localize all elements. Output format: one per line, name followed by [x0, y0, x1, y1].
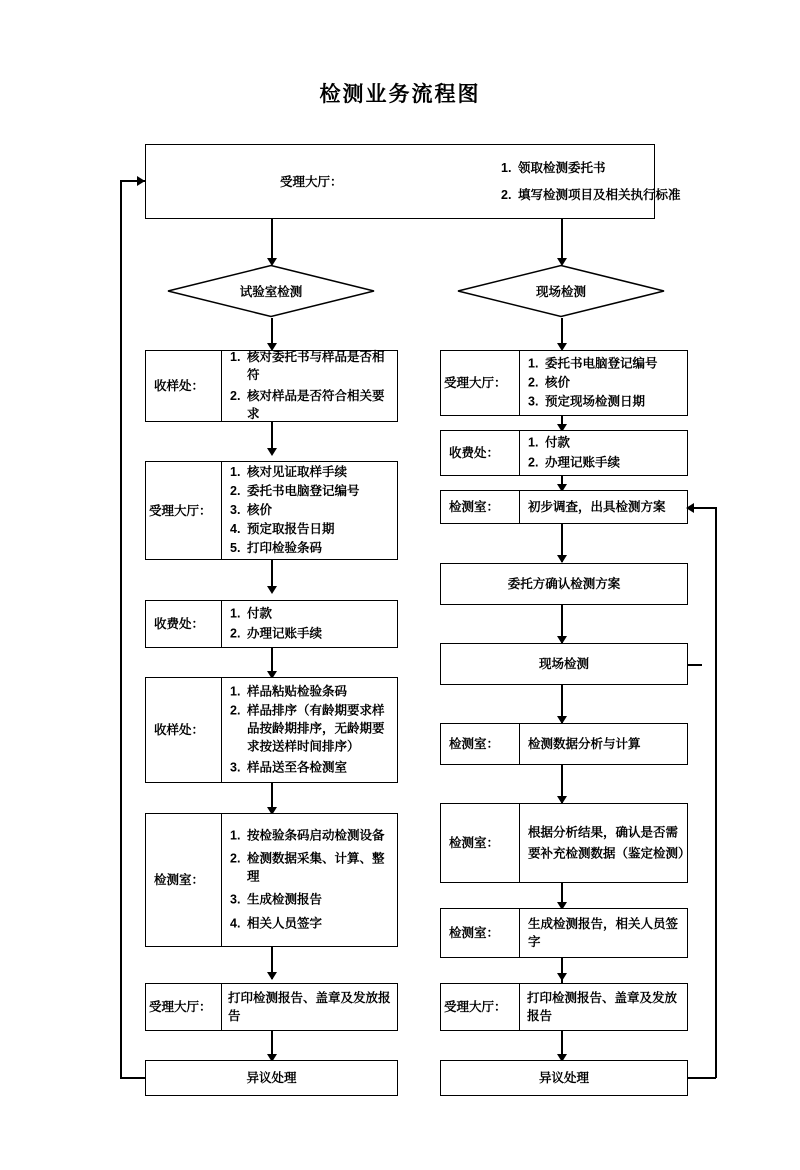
- arrowhead: [686, 503, 694, 513]
- node-site-supplement: [440, 803, 691, 883]
- node-site-confirm-label: 委托方确认检测方案: [507, 576, 621, 591]
- box-divider: [221, 984, 222, 1030]
- arrowhead: [267, 448, 277, 456]
- feedback-lab-h-bottom: [120, 1077, 145, 1079]
- node-lab-sample: [145, 677, 398, 783]
- node-start: [145, 144, 681, 219]
- node-site-report-label: 检测室：: [449, 925, 500, 940]
- node-lab-test-item: 相关人员签字: [247, 916, 323, 931]
- node-site-confirm: [440, 563, 688, 605]
- node-lab-sample-item: 样品送至各检测室: [247, 760, 348, 775]
- node-lab-sample-item: 样品粘贴检验条码: [247, 684, 348, 699]
- node-lab-hall: [145, 461, 398, 560]
- arrowhead: [267, 972, 277, 980]
- node-lab-hall-content: 1. 核对见证取样手续 2. 委托书电脑登记编号 3. 核价 4. 预定取报告日期 5. 打印检验条码: [230, 464, 360, 556]
- node-site-fee-item: 办理记账手续: [545, 455, 621, 470]
- box-divider: [519, 984, 520, 1030]
- node-branch-site-label: 现场检测: [535, 285, 586, 299]
- node-lab-print: [145, 983, 398, 1031]
- node-site-hall-item: 预定现场检测日期: [545, 394, 646, 409]
- node-lab-receive-item: 核对样品是否符合相关要求: [247, 389, 385, 422]
- node-site-hall-item: 核价: [545, 375, 571, 390]
- node-lab-sample-label: 收样处：: [154, 722, 205, 737]
- node-site-fee-item: 付款: [545, 435, 571, 450]
- node-site-dispute: [440, 1060, 688, 1096]
- node-lab-dispute: [145, 1060, 398, 1096]
- node-site-detect: [440, 643, 688, 685]
- node-lab-print-label: 受理大厅：: [149, 999, 212, 1014]
- node-site-survey: [440, 490, 688, 524]
- node-lab-hall-label: 受理大厅：: [149, 503, 212, 518]
- node-site-print: [440, 983, 688, 1031]
- node-lab-print-content: 打印检测报告、盖章及发放报告: [228, 990, 391, 1023]
- node-site-report-content: 生成检测报告，相关人员签字: [528, 916, 679, 949]
- node-lab-fee-item: 付款: [247, 606, 273, 621]
- node-site-survey-content: 初步调查，出具检测方案: [528, 499, 666, 514]
- node-start-item: 填写检测项目及相关执行标准: [518, 187, 681, 202]
- box-divider: [519, 909, 520, 957]
- node-lab-fee: [145, 600, 398, 648]
- node-branch-lab: [166, 264, 376, 318]
- node-lab-hall-item: 核对见证取样手续: [247, 464, 348, 479]
- node-lab-test-content: 1. 按检验条码启动检测设备 2. 检测数据采集、计算、整理 3. 生成检测报告 4. 相关人员签字: [230, 828, 385, 931]
- arrowhead: [137, 176, 145, 186]
- page-title: 检测业务流程图: [319, 83, 481, 106]
- box-divider: [519, 491, 520, 523]
- node-lab-receive-label: 收样处：: [154, 378, 205, 393]
- node-site-hall-content: 1. 委托书电脑登记编号 2. 核价 3. 预定现场检测日期: [528, 356, 658, 409]
- node-lab-test-item: 检测数据采集、计算、整理: [247, 851, 385, 884]
- box-divider: [221, 678, 222, 782]
- node-lab-test: [145, 813, 398, 947]
- node-lab-hall-item: 打印检验条码: [247, 541, 323, 556]
- node-start-content: 1. 领取检测委托书 2. 填写检测项目及相关执行标准: [501, 160, 681, 202]
- node-site-print-label: 受理大厅：: [444, 999, 507, 1014]
- node-site-supplement-label: 检测室：: [449, 835, 500, 850]
- node-lab-fee-item: 办理记账手续: [247, 626, 323, 641]
- node-site-supplement-content: 根据分析结果，确认是否需要补充检测数据（鉴定检测）: [528, 825, 691, 860]
- node-site-report: [440, 908, 688, 958]
- node-site-detect-label: 现场检测: [538, 656, 589, 671]
- node-site-survey-label: 检测室：: [449, 499, 500, 514]
- node-lab-receive: [145, 350, 398, 422]
- node-site-hall-label: 受理大厅：: [444, 375, 507, 390]
- node-lab-hall-item: 委托书电脑登记编号: [247, 483, 360, 498]
- node-site-print-content: 打印检测报告、盖章及发放报告: [527, 990, 678, 1023]
- node-lab-fee-label: 收费处：: [154, 616, 205, 631]
- node-lab-test-item: 按检验条码启动检测设备: [247, 828, 385, 843]
- node-lab-test-item: 生成检测报告: [247, 893, 323, 908]
- node-lab-receive-item: 核对委托书与样品是否相符: [247, 349, 385, 382]
- feedback-site-v: [715, 507, 717, 1078]
- node-site-hall-item: 委托书电脑登记编号: [545, 356, 658, 371]
- box-divider: [221, 351, 222, 421]
- node-branch-site: [456, 264, 666, 318]
- node-branch-lab-label: 试验室检测: [239, 285, 303, 299]
- node-site-analysis: [440, 723, 688, 765]
- node-lab-sample-content: 1. 样品粘贴检验条码 2. 样品排序（有龄期要求样品按龄期排序，无龄期要求按送样时间排序） 3. 样品送至各检测室: [230, 684, 385, 775]
- node-lab-dispute-label: 异议处理: [246, 1070, 297, 1085]
- box-divider: [221, 462, 222, 559]
- box-divider: [519, 431, 520, 475]
- node-lab-test-label: 检测室：: [154, 872, 205, 887]
- box-divider: [221, 814, 222, 946]
- node-site-dispute-label: 异议处理: [538, 1070, 589, 1085]
- node-lab-receive-content: 1. 核对委托书与样品是否相符 2. 核对样品是否符合相关要求: [230, 349, 385, 422]
- box-divider: [519, 724, 520, 764]
- node-lab-hall-item: 预定取报告日期: [247, 522, 335, 537]
- node-site-hall: [440, 350, 688, 416]
- feedback-site-detect-h: [688, 664, 702, 666]
- box-divider: [221, 601, 222, 647]
- node-site-fee-content: 1. 付款 2. 办理记账手续: [528, 435, 621, 470]
- node-lab-hall-item: 核价: [247, 502, 273, 517]
- node-start-label: 受理大厅：: [280, 174, 343, 189]
- feedback-lab-v: [120, 180, 122, 1078]
- node-site-analysis-label: 检测室：: [449, 736, 500, 751]
- node-site-analysis-content: 检测数据分析与计算: [528, 736, 641, 751]
- node-lab-fee-content: 1. 付款 2. 办理记账手续: [230, 606, 323, 641]
- arrowhead: [557, 555, 567, 563]
- arrowhead: [267, 586, 277, 594]
- box-divider: [519, 351, 520, 415]
- box-divider: [519, 804, 520, 882]
- arrowhead: [557, 973, 567, 981]
- node-lab-sample-item: 样品排序（有龄期要求样品按龄期排序，无龄期要求按送样时间排序）: [247, 703, 385, 755]
- node-site-fee: [440, 430, 688, 476]
- node-start-item: 领取检测委托书: [518, 160, 606, 175]
- node-site-fee-label: 收费处：: [449, 445, 500, 460]
- feedback-site-h-bottom: [688, 1077, 716, 1079]
